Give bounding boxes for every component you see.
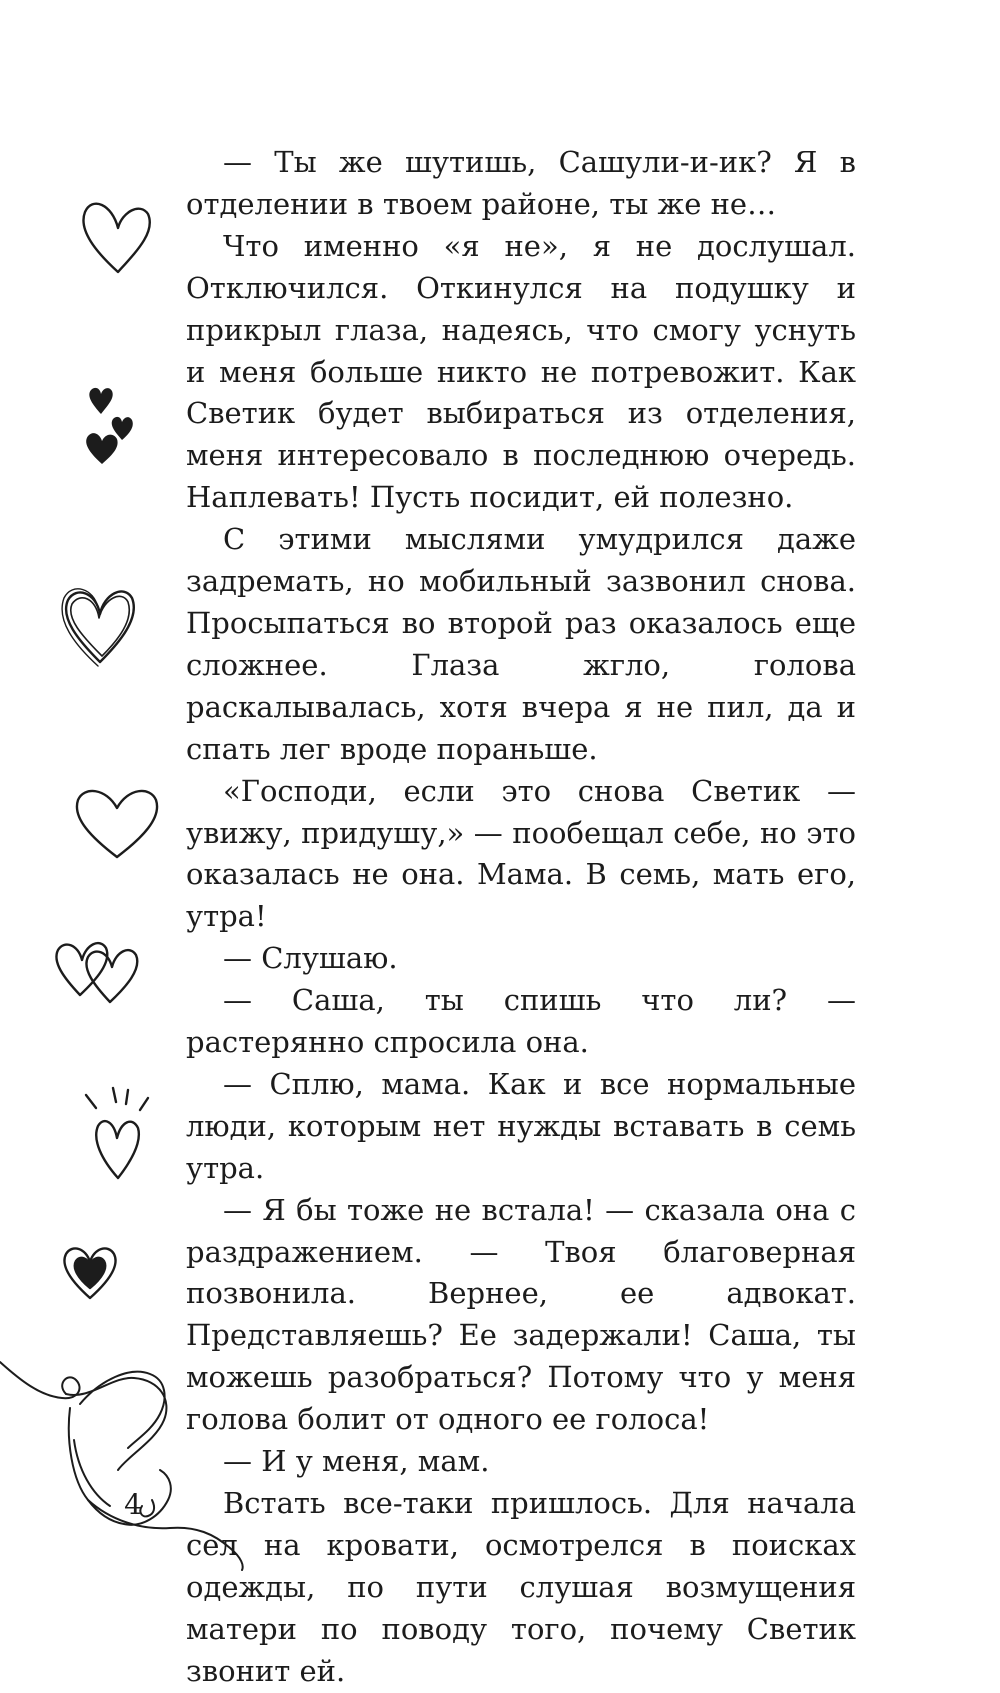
- small-filled-hearts-icon: [86, 388, 133, 464]
- paragraph: — Саша, ты спишь что ли? — растерянно спросила она.: [186, 983, 856, 1060]
- double-heart-icon: [56, 943, 137, 1002]
- scribbled-heart-icon: [62, 589, 134, 666]
- heart-outline-icon: [77, 791, 157, 857]
- heart-outline-icon: [83, 204, 149, 272]
- page-number: 4: [124, 1488, 142, 1521]
- paragraph: — Слушаю.: [223, 941, 398, 976]
- paragraph: — Ты же шутишь, Сашули-и-ик? Я в отделении в твоем районе, ты же не…: [186, 145, 856, 221]
- paragraph: Что именно «я не», я не дослушал. Отключился. Откинулся на подушку и прикрыл глаза, надеясь, что смогу уснуть и меня больше никто не потревожит. Как Светик будет выбираться из отделения, меня интересовало в последнюю очередь. Наплевать! Пусть посидит, ей полезно.: [186, 228, 856, 515]
- sparkle-heart-icon: [86, 1088, 148, 1178]
- paragraph: «Господи, если это снова Светик — увижу, придушу,» — пообещал себе, но это оказалась не она. Мама. В семь, мать его, утра!: [186, 773, 856, 934]
- paragraph: Встать все-таки пришлось. Для начала сел на кровати, осмотрелся в поисках одежды, по пути слушая возмущения матери по поводу того, почему Светик звонит ей.: [186, 1486, 856, 1688]
- body-text: [186, 142, 856, 1693]
- paragraph: — Я бы тоже не встала! — сказала она с раздражением. — Твоя благоверная позвонила. Вернее, ее адвокат. Представляешь? Ее задержали! Саша, ты можешь разобраться? Потому что у меня голова болит от одного ее голоса!: [186, 1192, 856, 1437]
- paragraph: С этими мыслями умудрился даже задремать, но мобильный зазвонил снова. Просыпаться во второй раз оказалось еще сложнее. Глаза жгло, голова раскалывалась, хотя вчера я не пил, да и спать лег вроде пораньше.: [186, 522, 856, 766]
- paragraph: — Сплю, мама. Как и все нормальные люди, которым нет нужды вставать в семь утра.: [186, 1066, 856, 1185]
- filled-heart-icon: [64, 1248, 115, 1298]
- paragraph: — И у меня, мам.: [223, 1444, 490, 1479]
